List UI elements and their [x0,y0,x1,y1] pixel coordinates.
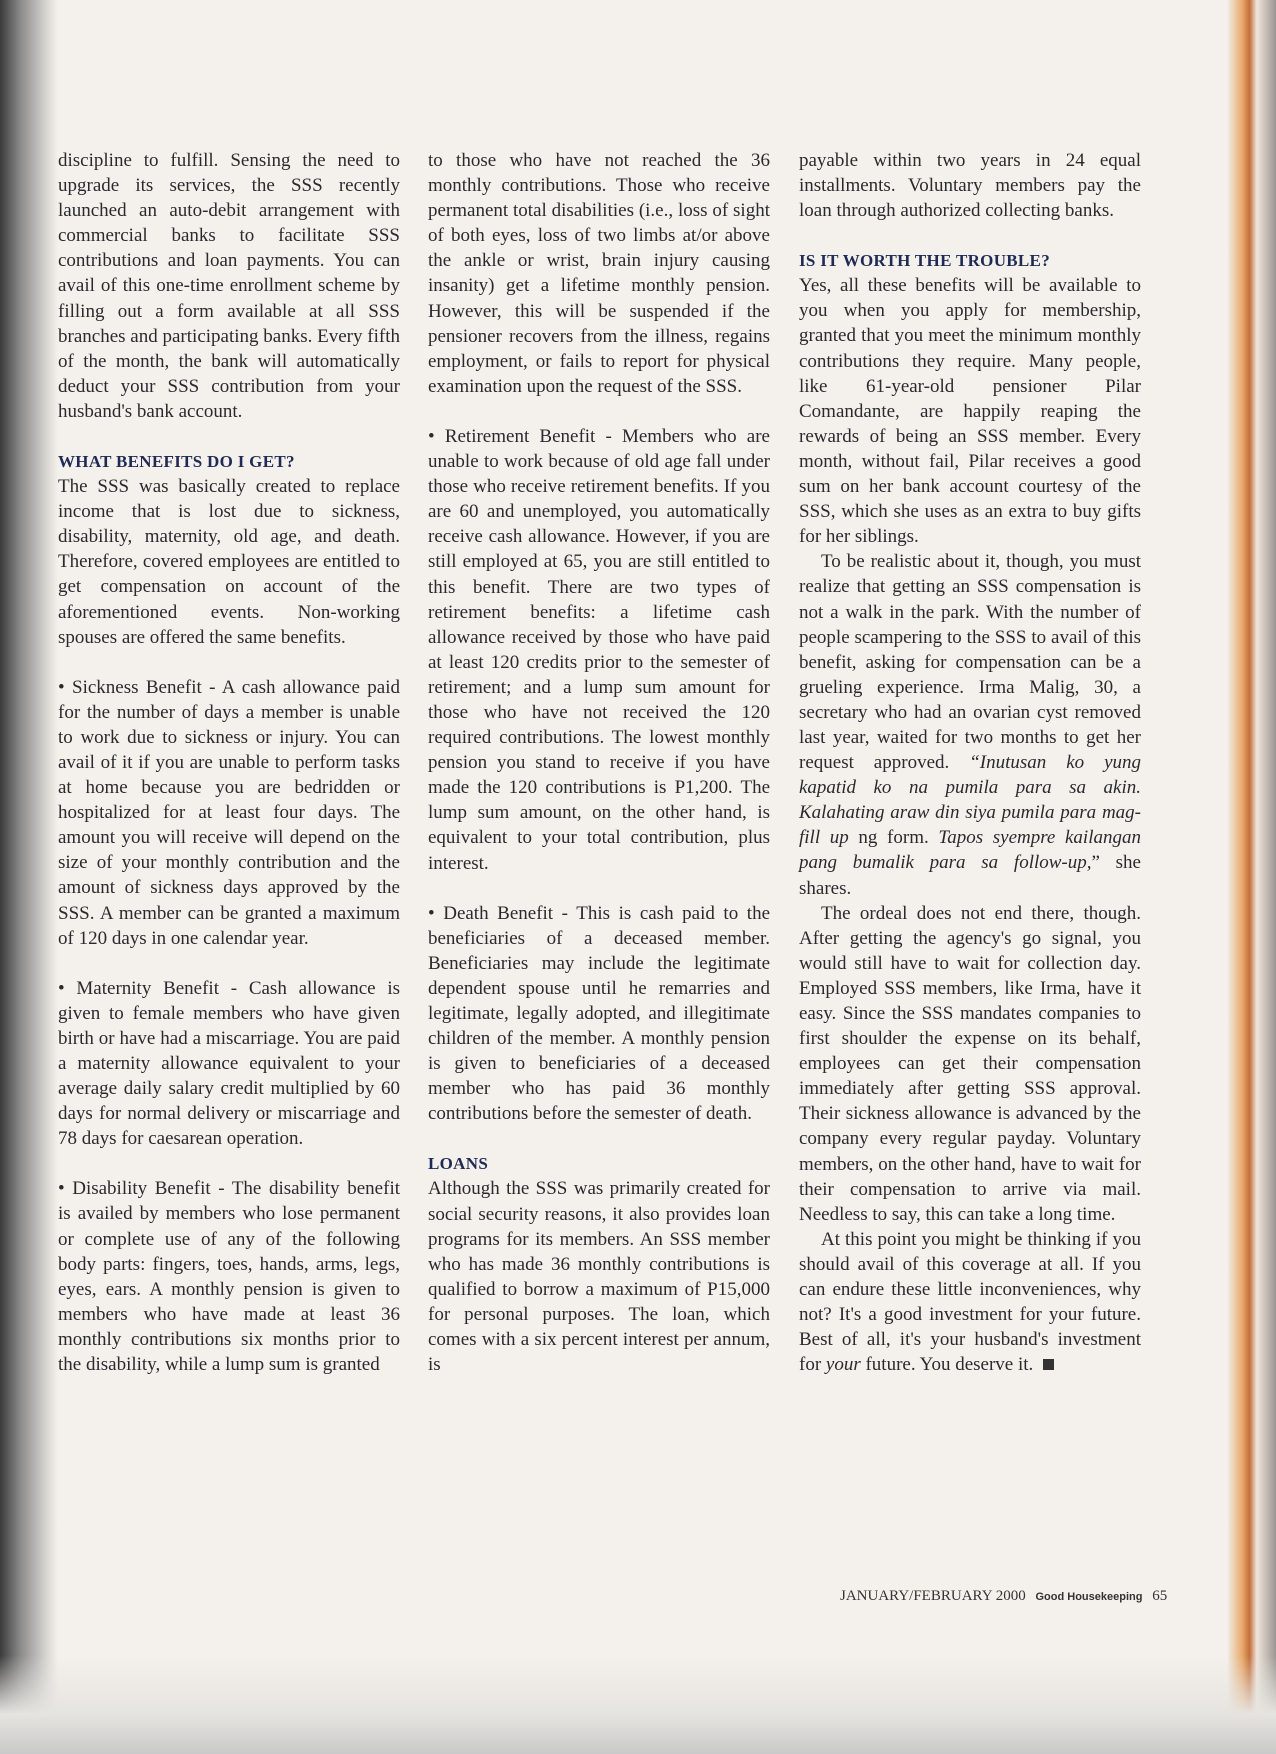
text: At this point you might be thinking if you should avail of this coverage at all. If you can endure these little inconveniences, why not? It's a good investment for your future. Best of all, it's your husband's investment for [799,1228,1141,1376]
column-1 [58,148,400,1377]
paragraph [799,549,1141,900]
page-number: 65 [1152,1588,1168,1604]
page-bottom-shadow [0,1655,1276,1754]
page-footer [840,1588,1167,1605]
text: To be realistic about it, though, you must realize that getting an SSS compensation is not a walk in the park. With the number of people scampering to the SSS to avail of this benefit, asking for compensation can be a grueling experience. Irma Malig, 30, a secretary who had an ovarian cyst removed last year, waited for two months to get her request approved. [799,551,1141,774]
paragraph: • Maternity Benefit - Cash allowance is given to female members who have given birth or have had a miscarriage. You are paid a maternity allowance equivalent to your average daily salary credit multiplied by 60 days for normal delivery or miscarriage and 78 days for caesarean operation. [58,977,400,1150]
paragraph: • Death Benefit - This is cash paid to the beneficiaries of a deceased member. Beneficiaries may include the legitimate dependent spouse until he remarries and legitimate, legally adopted, and illegitimate children of the member. A monthly pension is given to beneficiaries of a deceased member who has paid 36 monthly contributions before the semester of death. [428,902,770,1125]
section-heading: LOANS [428,1154,489,1174]
paragraph: The ordeal does not end there, though. After getting the agency's go signal, you would still have to wait for collection day. Employed SSS members, like Irma, have it easy. Since the SSS mandates companies to first shoulder the expense on its behalf, employees can get their compensation immediately after getting SSS approval. Their sickness allowance is advanced by the company every regular payday. Voluntary members, on the other hand, have to wait for their compensation to arrive via mail. Needless to say, this can take a long time. [799,902,1141,1225]
paragraph: • Disability Benefit - The disability benefit is availed by members who lose permanent or complete use of any of the following body parts: fingers, toes, hands, arms, legs, eyes, ears. A monthly pension is given to members who have made at least 36 monthly contributions six months prior to the disability, while a lump sum is granted [58,1178,400,1376]
paragraph: Although the SSS was primarily created for social security reasons, it also provides loan programs for its members. An SSS member who has made 36 monthly contributions is qualified to borrow a maximum of P15,000 for personal purposes. The loan, which comes with a six percent interest per annum, is [428,1178,770,1376]
column-3 [799,148,1141,1377]
page-edge [1228,0,1276,1754]
quote: Tapos syempre kailangan pang bumalik para sa follow-up, [799,827,1141,874]
paragraph: Yes, all these benefits will be available to you when you apply for membership, granted that you meet the minimum monthly contributions they require. Many people, like 61-year-old pensioner Pilar Comandante, are happily reaping the rewards of being an SSS member. Every month, without fail, Pilar receives a good sum on her bank account courtesy of the SSS, which she uses as an extra to buy gifts for her siblings. [799,275,1141,548]
paragraph: The SSS was basically created to replace income that is lost due to sickness, disability, maternity, old age, and death. Therefore, covered employees are entitled to get compensation on account of the aforementioned events. Non-working spouses are offered the same benefits. [58,476,400,648]
text: ” she shares. [799,852,1141,899]
paragraph: payable within two years in 24 equal installments. Voluntary members pay the loan through authorized collecting banks. [799,150,1141,222]
paragraph [799,1227,1141,1378]
section-heading: WHAT BENEFITS DO I GET? [58,452,295,472]
text: ng form. [848,827,939,849]
section-heading: IS IT WORTH THE TROUBLE? [799,251,1050,271]
paragraph: discipline to fulfill. Sensing the need to upgrade its services, the SSS recently launched an auto-debit arrangement with commercial banks to facilitate SSS contributions and loan payments. You can avail of this one-time enrollment scheme by filling out a form available at all SSS branches and participating banks. Every fifth of the month, the bank will automatically deduct your SSS contribution from your husband's bank account. [58,150,400,422]
paragraph: • Sickness Benefit - A cash allowance paid for the number of days a member is unable to work due to sickness or injury. You can avail of it if you are unable to perform tasks at home because you are bedridden or hospitalized for at least four days. The amount you will receive will depend on the size of your monthly contribution and the amount of sickness days approved by the SSS. A member can be granted a maximum of 120 days in one calendar year. [58,676,400,949]
text: your [825,1354,861,1376]
text: future. You deserve it. [860,1354,1034,1376]
paragraph: • Retirement Benefit - Members who are unable to work because of old age fall under those who receive retirement benefits. If you are 60 and unemployed, you automatically receive cash allowance. However, if you are still employed at 65, you are still entitled to this benefit. There are two types of retirement benefits: a lifetime cash allowance received by those who have paid at least 120 credits prior to the semester of retirement; and a lump sum amount for those who have not received the 120 required contributions. The lowest monthly pension you stand to receive if you have made the 120 contributions is P1,200. The lump sum amount, on the other hand, is equivalent to your total contribution, plus interest. [428,425,770,874]
end-mark-icon [1043,1359,1054,1370]
page-gutter-shadow [0,0,58,1754]
column-2 [428,148,770,1377]
paragraph: to those who have not reached the 36 monthly contributions. Those who receive permanent total disabilities (i.e., loss of sight of both eyes, loss of two limbs at/or above the ankle or wrist, brain injury causing insanity) get a lifetime monthly pension. However, this will be suspended if the pensioner recovers from the illness, regains employment, or fails to report for physical examination upon the request of the SSS. [428,150,770,397]
issue-date: JANUARY/FEBRUARY 2000 [840,1588,1026,1604]
magazine-logo: Good Housekeeping [1035,1591,1143,1603]
quote: “Inutusan ko yung kapatid ko na pumila para sa akin. Kalahating araw din siya pumila para mag-fill up [799,752,1141,849]
